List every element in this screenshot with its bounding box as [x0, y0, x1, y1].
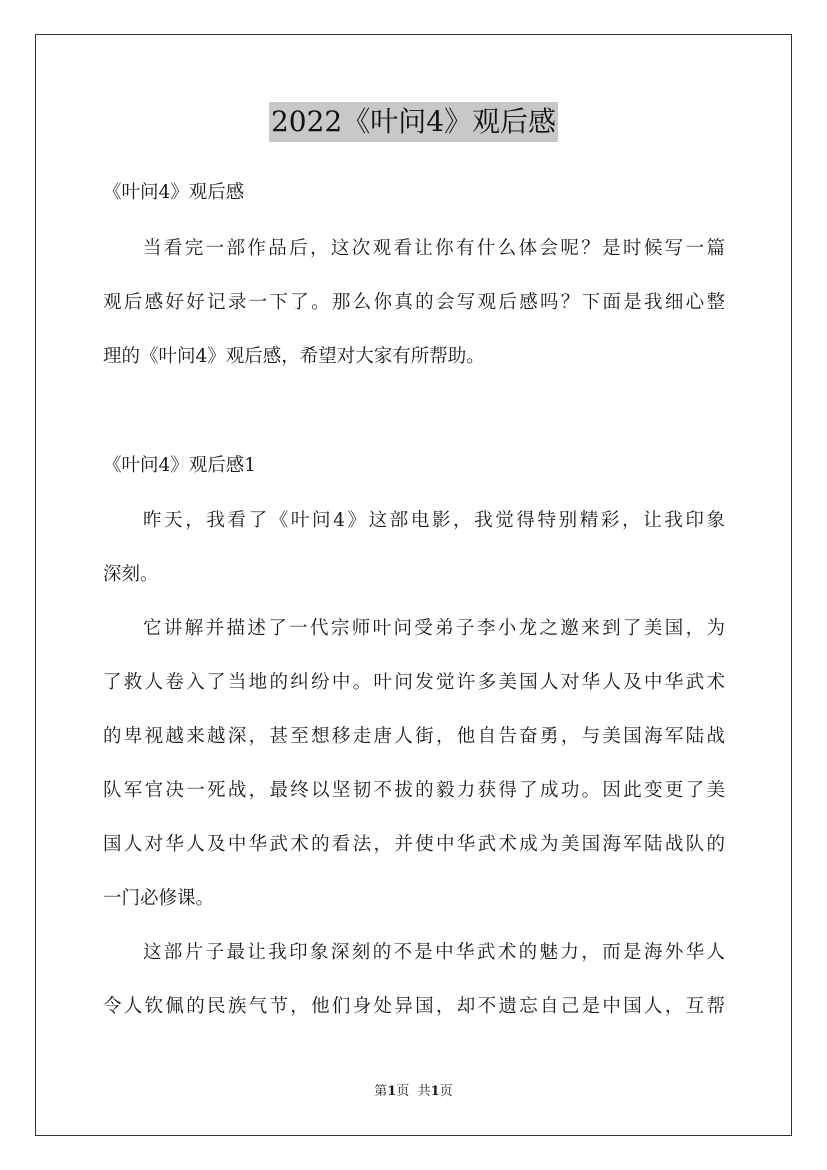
para2-line-2: 了救人卷入了当地的纠纷中。叶问发觉许多美国人对华人及中华武术: [103, 672, 725, 693]
footer-page-num: 1: [387, 1084, 397, 1099]
para2-line-3: 的卑视越来越深，甚至想移走唐人街，他自告奋勇，与美国海军陆战: [103, 726, 725, 747]
title-wrap: [0, 102, 827, 142]
para3-line-1: 这部片子最让我印象深刻的不是中华武术的魅力，而是海外华人: [143, 942, 725, 963]
para1-line-1: 昨天，我看了《叶问4》这部电影，我觉得特别精彩，让我印象: [143, 510, 725, 531]
footer-page-prefix: 第: [374, 1084, 388, 1099]
para2-line-6: 一门必修课。: [103, 888, 215, 909]
para2-line-4: 队军官决一死战，最终以坚韧不拔的毅力获得了成功。因此变更了美: [103, 780, 725, 801]
page-footer: [0, 1083, 827, 1101]
para3-line-2: 令人钦佩的民族气节，他们身处异国，却不遗忘自己是中国人，互帮: [103, 996, 725, 1017]
footer-total-suffix: 页: [439, 1084, 453, 1099]
intro-line-1: 当看完一部作品后，这次观看让你有什么体会呢？是时候写一篇: [143, 238, 725, 259]
footer-page-suffix: 页: [396, 1084, 410, 1099]
intro-line-2: 观后感好好记录一下了。那么你真的会写观后感吗？下面是我细心整: [103, 292, 725, 313]
para2-line-1: 它讲解并描述了一代宗师叶问受弟子李小龙之邀来到了美国，为: [143, 618, 725, 639]
section-heading: 《叶问4》观后感1: [103, 455, 257, 476]
document-title: 2022《叶问4》观后感: [269, 102, 558, 142]
para2-line-5: 国人对华人及中华武术的看法，并使中华武术成为美国海军陆战队的: [103, 834, 725, 855]
para1-line-2: 深刻。: [103, 564, 159, 585]
intro-line-3: 理的《叶问4》观后感，希望对大家有所帮助。: [103, 346, 485, 367]
footer-total-num: 1: [430, 1084, 440, 1099]
footer-total-prefix: 共: [417, 1084, 431, 1099]
subtitle: 《叶问4》观后感: [103, 182, 245, 203]
